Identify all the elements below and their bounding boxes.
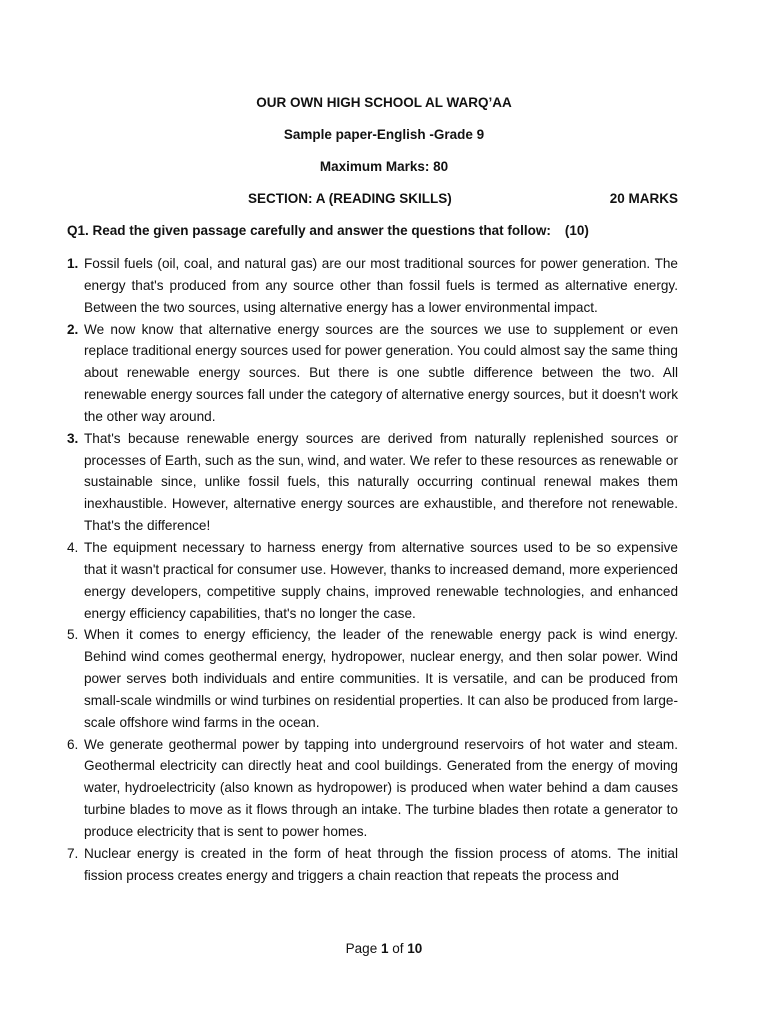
list-item [67,537,678,624]
section-header [0,189,768,209]
page-footer [0,939,768,959]
item-number: 3. [67,430,79,446]
current-page-number: 1 [380,941,389,956]
item-number: 1. [67,256,79,271]
page-label: Page [345,941,378,956]
item-text: We generate geothermal power by tapping into underground reservoirs of hot water and steam. Geothermal electricity can directly heat and cool buildings. Generated from the energy of moving water, hydroelectricity (also known as hydropower) is produced when water behind a dam causes turbine blades to move as it flows through an intake. The turbine blades then rotate a generator to produce electricity that is sent to power homes. [84,736,678,839]
item-number: 4. [67,539,79,555]
section-title: SECTION: A (READING SKILLS) [248,191,452,206]
question-text: Q1. Read the given passage carefully and answer the questions that follow: [67,223,551,238]
item-text: Fossil fuels (oil, coal, and natural gas) are our most traditional sources for power generation. The energy that's produced from any source other than fossil fuels is termed as alternative energy. Between the two sources, using alternative energy has a lower environmental impact. [84,256,678,315]
item-text: When it comes to energy efficiency, the leader of the renewable energy pack is wind energy. Behind wind comes geothermal energy, hydropower, nuclear energy, and then solar power. Wind power serves both individuals and entire communities. It is versatile, and can be produced from small-scale windmills or wind turbines on residential properties. It can also be produced from large-scale offshore wind farms in the ocean. [84,627,678,730]
question-heading [67,221,687,241]
section-marks: 20 MARKS [609,191,678,206]
item-text: Nuclear energy is created in the form of heat through the fission process of atoms. The initial fission process creates energy and triggers a chain reaction that repeats the process and [84,845,678,883]
list-item [67,319,678,428]
list-item [67,253,678,319]
item-text: The equipment necessary to harness energy from alternative sources used to be so expensive that it wasn't practical for consumer use. However, thanks to increased demand, more experienced energy developers, competitive supply chains, improved renewable technologies, and enhanced energy efficiency capabilities, that's no longer the case. [84,539,678,621]
question-marks: (10) [564,223,589,238]
passage-list [67,253,678,886]
item-number: 7. [67,845,79,861]
item-number: 2. [67,321,79,337]
total-pages-number: 10 [407,941,423,956]
item-number: 5. [67,627,79,643]
paper-title: Sample paper-English -Grade 9 [283,127,485,142]
list-item [67,624,678,733]
item-number: 6. [67,736,79,752]
school-name: OUR OWN HIGH SCHOOL AL WARQ’AA [256,95,512,110]
list-item [67,428,678,537]
maximum-marks: Maximum Marks: 80 [319,159,449,174]
list-item [67,734,678,843]
item-text: We now know that alternative energy sources are the sources we use to supplement or even replace traditional energy sources used for power generation. You could almost say the same thing about renewable energy sources. But there is one subtle difference between the two. All renewable energy sources fall under the category of alternative energy sources, but it doesn't work the other way around. [84,321,678,424]
item-text: That's because renewable energy sources are derived from naturally replenished sources or processes of Earth, such as the sun, wind, and water. We refer to these resources as renewable or sustainable since, unlike fossil fuels, this naturally occurring continual renewal makes them inexhaustible. However, alternative energy sources are exhaustible, and therefore not renewable. That's the difference! [84,430,678,534]
of-label: of [392,941,404,956]
list-item [67,843,678,887]
